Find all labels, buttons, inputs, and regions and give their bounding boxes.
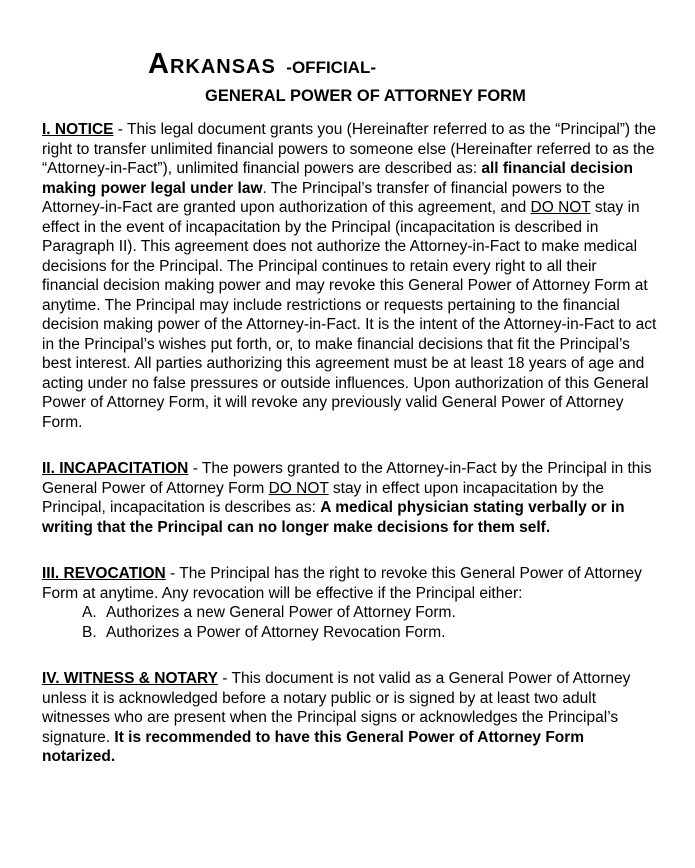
section-incapacitation-text: - The powers granted to the Attorney-in-Fact by the Principal in this General Power of Attorney Form DO NOT stay in effect upon incapacitation by the Principal, incapacitation is describes as: A medical physician stating verbally or in writing that the Principal can no longer make decisions for them self. [42, 460, 652, 536]
document-title [148, 48, 695, 85]
list-item-label: B. [82, 623, 97, 641]
list-item [42, 603, 657, 623]
document-body [0, 120, 695, 767]
section-witness-notary-heading: IV. WITNESS & NOTARY [42, 670, 218, 687]
revocation-options-list [42, 603, 657, 642]
state-name: Arkansas [148, 48, 276, 80]
section-notice-text: - This legal document grants you (Hereinafter referred to as the “Principal”) the right to transfer unlimited financial powers to someone else (Hereinafter referred to as the “Attorney-in-Fact”), unlimited financial powers are described as: all financial decision making power legal under law. The Principal’s transfer of financial powers to the Attorney-in-Fact are granted upon authorization of this agreement, and DO NOT stay in effect in the event of incapacitation by the Principal (incapacitation is described in Paragraph II). This agreement does not authorize the Attorney-in-Fact to make medical decisions for the Principal. The Principal continues to retain every right to all their financial decision making power and may revoke this General Power of Attorney Form at anytime. The Principal may include restrictions or requests pertaining to the financial decision making power of the Attorney-in-Fact. It is the intent of the Attorney-in-Fact to act in the Principal’s wishes put forth, or, to make financial decisions that fit the Principal’s best interest. All parties authorizing this agreement must be at least 18 years of age and acting under no false pressures or outside influences. Upon authorization of this General Power of Attorney Form, it will revoke any previously valid General Power of Attorney Form. [42, 121, 657, 431]
section-notice [42, 120, 657, 432]
document-header [0, 0, 695, 106]
section-notice-heading: I. NOTICE [42, 121, 114, 138]
section-witness-notary [42, 669, 657, 767]
list-item-label: A. [82, 604, 97, 621]
section-incapacitation-heading: II. INCAPACITATION [42, 460, 189, 477]
document-subtitle: GENERAL POWER OF ATTORNEY FORM [205, 87, 526, 105]
section-witness-notary-text: - This document is not valid as a General Power of Attorney unless it is acknowledged before a notary public or is signed by at least two adult witnesses who are present when the Principal signs or acknowledges the Principal’s signature. It is recommended to have this General Power of Attorney Form notarized. [42, 670, 631, 765]
section-incapacitation [42, 459, 657, 537]
section-revocation-text: - The Principal has the right to revoke this General Power of Attorney Form at anytime. Any revocation will be effective if the Principal either: [42, 565, 642, 602]
section-revocation [42, 564, 657, 603]
official-tag: -OFFICIAL- [286, 58, 376, 77]
section-revocation-heading: III. REVOCATION [42, 565, 166, 582]
list-item [42, 623, 657, 643]
list-item-text: Authorizes a Power of Attorney Revocation Form. [106, 623, 446, 641]
list-item-text: Authorizes a new General Power of Attorney Form. [106, 604, 456, 621]
